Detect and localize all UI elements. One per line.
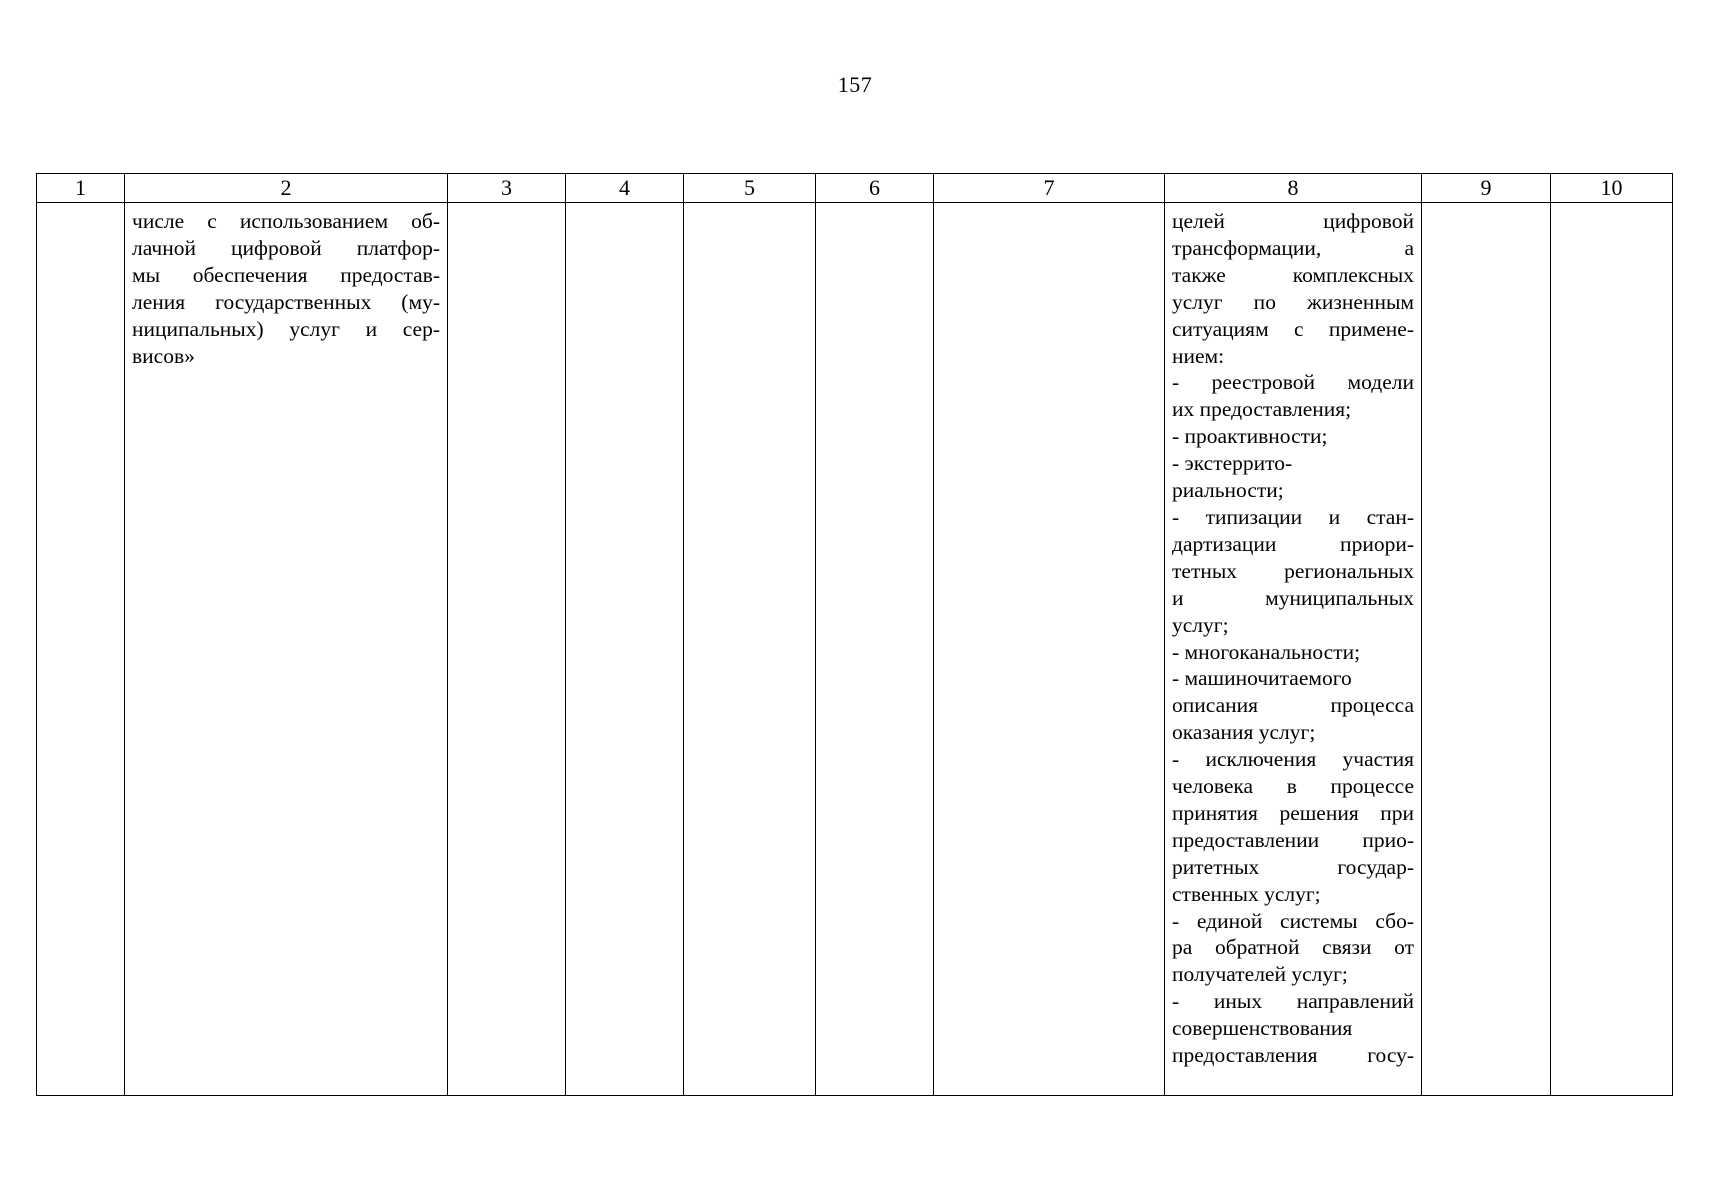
column-header-9: 9 (1422, 174, 1551, 203)
text-line: - многоканальности; (1172, 639, 1361, 664)
cell-col-3 (448, 203, 566, 1096)
result-description-text (1165, 203, 1421, 1069)
column-header-3: 3 (448, 174, 566, 203)
text-line: совершенствования (1172, 1016, 1353, 1041)
text-line: тетных региональных (1172, 558, 1414, 583)
text-line: предоставлении прио- (1172, 827, 1414, 852)
text-line: трансформации, а (1172, 235, 1414, 260)
text-line: - исключения участия (1172, 747, 1414, 772)
text-line: лачной цифровой платфор- (132, 235, 440, 260)
text-line: принятия решения при (1172, 800, 1414, 825)
text-line: мы обеспечения предостав- (132, 262, 440, 287)
column-header-5: 5 (684, 174, 816, 203)
column-header-4: 4 (566, 174, 684, 203)
text-line: числе с использованием об- (132, 209, 440, 233)
cell-col-2 (125, 203, 448, 1096)
content-table (36, 173, 1673, 1096)
column-number-row (37, 174, 1673, 203)
activity-description-text (125, 203, 447, 369)
text-line: - проактивности; (1172, 424, 1328, 449)
text-line: нием: (1172, 343, 1225, 368)
text-line: - единой системы сбо- (1172, 908, 1414, 933)
column-header-7: 7 (934, 174, 1165, 203)
text-line: целей цифровой (1172, 209, 1414, 233)
cell-col-5 (684, 203, 816, 1096)
column-header-2: 2 (125, 174, 448, 203)
text-line: дартизации приори- (1172, 531, 1414, 556)
text-line: услуг по жизненным (1172, 289, 1414, 314)
text-line: их предоставления; (1172, 397, 1352, 422)
page-number: 157 (837, 72, 873, 97)
text-line: ритетных государ- (1172, 854, 1414, 879)
text-line: услуг; (1172, 612, 1229, 637)
text-line: ственных услуг; (1172, 881, 1321, 906)
text-line: получателей услуг; (1172, 962, 1348, 987)
text-line: оказания услуг; (1172, 720, 1316, 745)
text-line: человека в процессе (1172, 774, 1414, 799)
text-line: - типизации и стан- (1172, 504, 1414, 529)
text-line: ления государственных (му- (132, 289, 440, 314)
text-line: висов» (132, 343, 195, 368)
column-header-10: 10 (1551, 174, 1673, 203)
text-line: - реестровой модели (1172, 370, 1414, 395)
text-line: ра обратной связи от (1172, 935, 1414, 960)
cell-col-1 (37, 203, 125, 1096)
text-line: риальности; (1172, 478, 1284, 503)
text-line: - экстеррито- (1172, 451, 1293, 476)
text-line: ниципальных) услуг и сер- (132, 316, 440, 341)
cell-col-9 (1422, 203, 1551, 1096)
text-line: и муниципальных (1172, 585, 1414, 610)
text-line: - иных направлений (1172, 989, 1414, 1014)
cell-col-8 (1165, 203, 1422, 1096)
text-line: предоставления госу- (1172, 1043, 1414, 1068)
table-row (37, 203, 1673, 1096)
cell-col-4 (566, 203, 684, 1096)
column-header-8: 8 (1165, 174, 1422, 203)
text-line: описания процесса (1172, 693, 1414, 718)
text-line: также комплексных (1172, 262, 1414, 287)
cell-col-7 (934, 203, 1165, 1096)
text-line: - машиночитаемого (1172, 666, 1352, 691)
cell-col-6 (816, 203, 934, 1096)
text-line: ситуациям с примене- (1172, 316, 1414, 341)
column-header-1: 1 (37, 174, 125, 203)
column-header-6: 6 (816, 174, 934, 203)
cell-col-10 (1551, 203, 1673, 1096)
